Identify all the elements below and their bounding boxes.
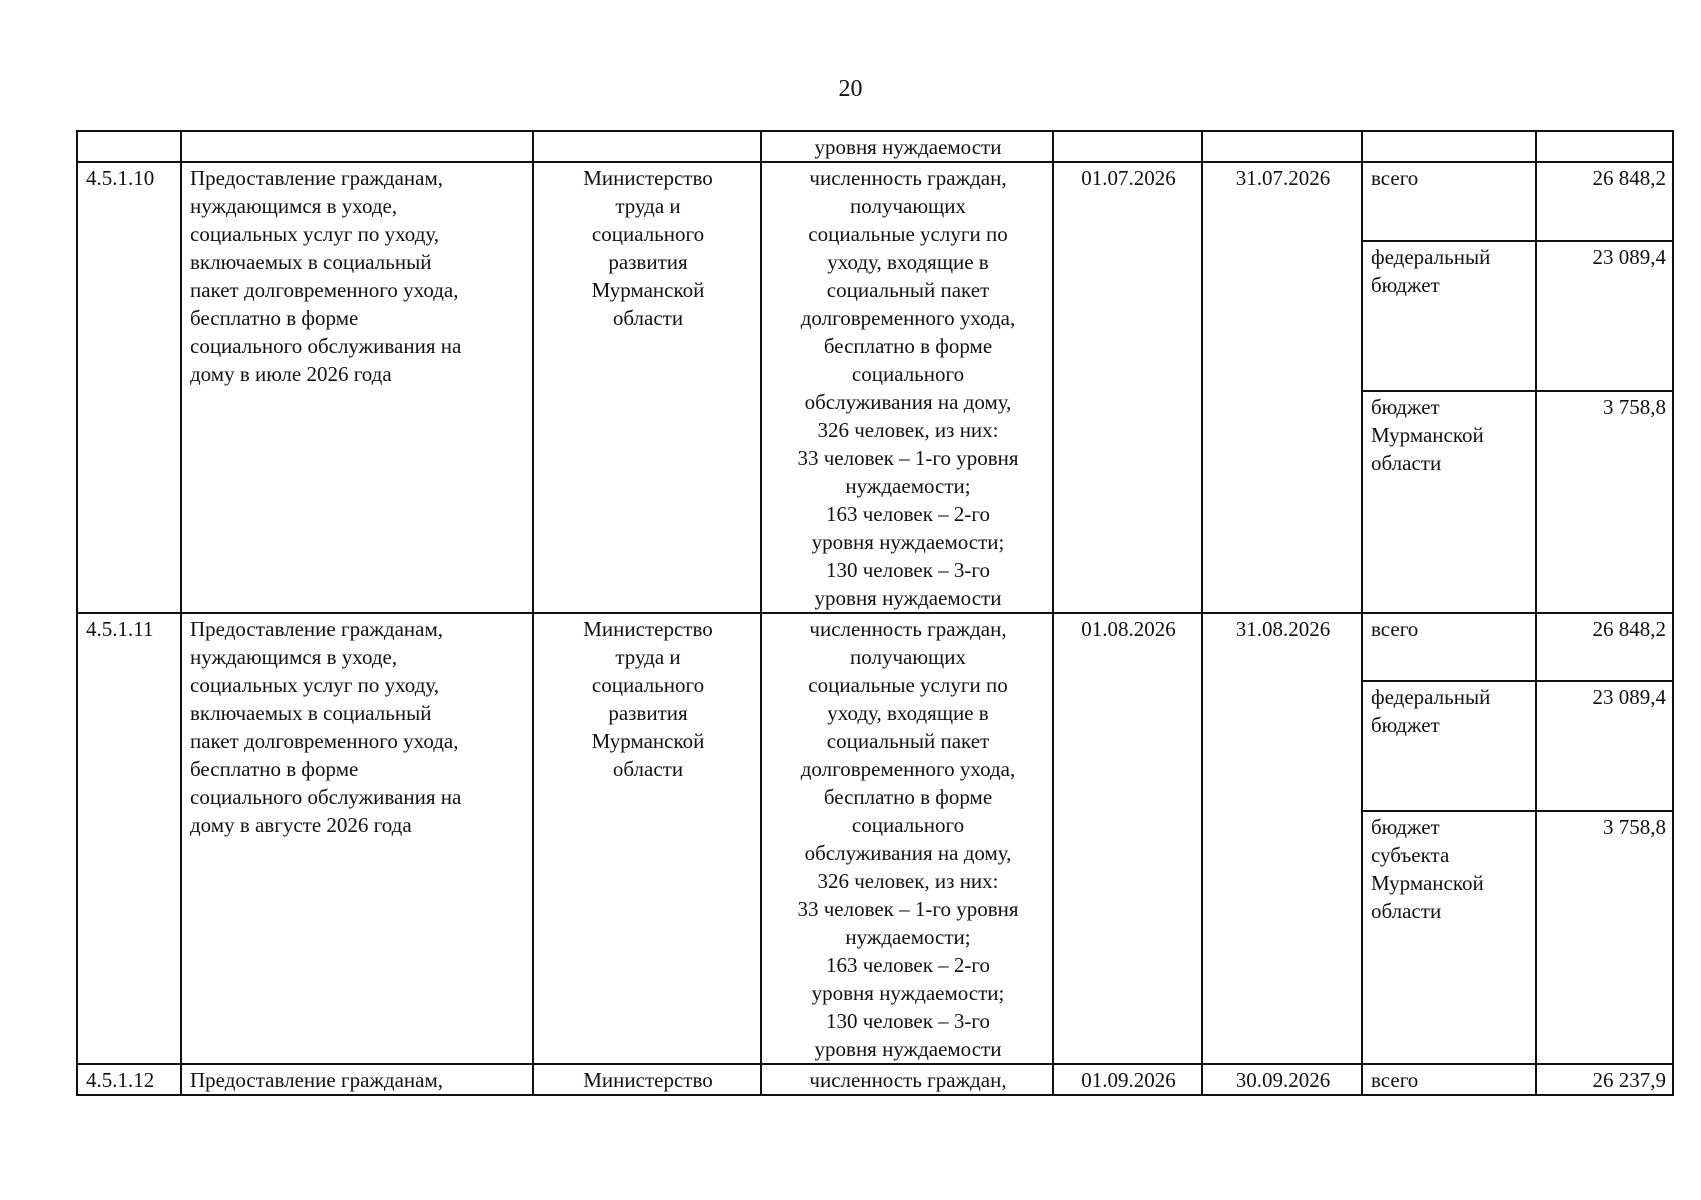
executor-line: социального	[591, 673, 705, 697]
funding-source	[1362, 681, 1536, 811]
row-number: 4.5.1.12	[77, 1064, 181, 1095]
result-line: уходу, входящие в	[827, 250, 989, 274]
funding-source-line: бюджет	[1371, 814, 1440, 839]
executor	[533, 162, 761, 613]
result-line: уходу, входящие в	[827, 701, 989, 725]
result-line: 326 человек, из них:	[817, 869, 999, 893]
result-line: бесплатно в форме	[823, 785, 993, 809]
activity-name	[181, 1064, 533, 1095]
result-line: 163 человек – 2-го	[825, 953, 990, 977]
result-line: обслуживания на дому,	[804, 841, 1012, 865]
funding-source	[1362, 1064, 1536, 1095]
activity-name-line: дому в августе 2026 года	[190, 813, 412, 837]
result	[761, 613, 1053, 1064]
funding-source-line: всего	[1371, 1068, 1419, 1092]
result-line: социального	[851, 813, 965, 837]
executor-line: труда и	[615, 645, 681, 669]
result-line: уровня нуждаемости	[814, 1037, 1002, 1061]
result	[761, 1064, 1053, 1095]
funding-amount: 26 237,9	[1536, 1064, 1673, 1095]
funding-amount: 23 089,4	[1536, 241, 1673, 391]
activity-name-line: пакет долговременного ухода,	[190, 278, 459, 302]
activity-name	[181, 162, 533, 613]
funding-source-line: бюджет	[1371, 713, 1440, 738]
activity-name-line: пакет долговременного ухода,	[190, 729, 459, 753]
result-line: численность граждан,	[809, 166, 1007, 190]
result-line: получающих	[850, 645, 966, 669]
funding-source-line: бюджет	[1371, 272, 1440, 297]
result-line: нуждаемости;	[845, 925, 971, 949]
funding-source-line: федеральный	[1371, 244, 1491, 269]
executor-line: Министерство	[583, 1068, 713, 1092]
result-line: нуждаемости;	[845, 474, 971, 498]
funding-source	[1362, 162, 1536, 241]
activity-name	[181, 613, 533, 1064]
row-number: 4.5.1.11	[77, 613, 181, 1064]
page-number: 20	[838, 76, 863, 102]
executor-line: Министерство	[583, 166, 713, 190]
result	[761, 162, 1053, 613]
result-line: 33 человек – 1-го уровня	[797, 446, 1019, 470]
funding-amount: 3 758,8	[1536, 811, 1673, 1064]
result-line: социальный пакет	[826, 278, 990, 302]
activity-name-line: нуждающимся в уходе,	[190, 645, 398, 669]
executor-line: Министерство	[583, 617, 713, 641]
end-date: 30.09.2026	[1202, 1064, 1362, 1095]
funding-amount: 23 089,4	[1536, 681, 1673, 811]
activity-name-line: Предоставление гражданам,	[190, 166, 444, 190]
activity-name-line: дому в июле 2026 года	[190, 362, 392, 386]
funding-source	[1362, 391, 1536, 613]
executor-line: развития	[608, 701, 688, 725]
funding-source-line: всего	[1371, 617, 1419, 641]
funding-source-line: всего	[1371, 166, 1419, 190]
table-row	[77, 613, 1673, 681]
result-line: бесплатно в форме	[823, 334, 993, 358]
result-line: 130 человек – 3-го	[825, 1009, 990, 1033]
funding-source-line: области	[1371, 451, 1442, 476]
funding-source-line: бюджет	[1371, 395, 1440, 420]
result-line: уровня нуждаемости	[814, 586, 1002, 610]
funding-source	[1362, 811, 1536, 1064]
result-line: социальный пакет	[826, 729, 990, 753]
activity-name-line: Предоставление гражданам,	[190, 617, 444, 641]
activity-name-line: бесплатно в форме	[190, 757, 359, 781]
funding-source-line: Мурманской	[1371, 870, 1484, 895]
executor-line: развития	[608, 250, 688, 274]
result-line: социальные услуги по	[808, 222, 1008, 246]
activity-name-line: социальных услуг по уходу,	[190, 222, 440, 246]
executor-line: труда и	[615, 194, 681, 218]
result-line: уровня нуждаемости;	[811, 981, 1005, 1005]
funding-amount: 26 848,2	[1536, 613, 1673, 681]
result-line: 326 человек, из них:	[817, 418, 999, 442]
result-line: долговременного ухода,	[800, 306, 1016, 330]
activity-name-line: включаемых в социальный	[190, 250, 432, 274]
funding-source-line: области	[1371, 898, 1442, 923]
executor-line: Мурманской	[591, 729, 705, 753]
result-line: получающих	[850, 194, 966, 218]
funding-source-line: субъекта	[1371, 842, 1450, 867]
executor	[533, 613, 761, 1064]
carry-over-row	[77, 131, 1673, 162]
funding-source	[1362, 241, 1536, 391]
activity-name-line: Предоставление гражданам,	[190, 1068, 444, 1092]
activities-table	[76, 130, 1674, 1096]
result-line: уровня нуждаемости;	[811, 530, 1005, 554]
executor-line: Мурманской	[591, 278, 705, 302]
activity-name-line: бесплатно в форме	[190, 306, 359, 330]
result-line: 163 человек – 2-го	[825, 502, 990, 526]
executor-line: области	[612, 306, 684, 330]
result-line: 33 человек – 1-го уровня	[797, 897, 1019, 921]
activity-name-line: включаемых в социальный	[190, 701, 432, 725]
funding-amount: 3 758,8	[1536, 391, 1673, 613]
activity-name-line: социального обслуживания на	[190, 785, 462, 809]
row-number: 4.5.1.10	[77, 162, 181, 613]
funding-source-line: Мурманской	[1371, 423, 1484, 448]
result-line: численность граждан,	[809, 617, 1007, 641]
table-row	[77, 1064, 1673, 1095]
result-tail: уровня нуждаемости	[761, 131, 1053, 162]
start-date: 01.08.2026	[1053, 613, 1202, 1064]
funding-source-line: федеральный	[1371, 685, 1491, 710]
end-date: 31.07.2026	[1202, 162, 1362, 613]
activity-name-line: нуждающимся в уходе,	[190, 194, 398, 218]
result-line: долговременного ухода,	[800, 757, 1016, 781]
start-date: 01.07.2026	[1053, 162, 1202, 613]
executor	[533, 1064, 761, 1095]
table-row	[77, 162, 1673, 241]
activity-name-line: социального обслуживания на	[190, 334, 462, 358]
funding-source	[1362, 613, 1536, 681]
executor-line: социального	[591, 222, 705, 246]
result-line: обслуживания на дому,	[804, 390, 1012, 414]
result-line: 130 человек – 3-го	[825, 558, 990, 582]
activity-name-line: социальных услуг по уходу,	[190, 673, 440, 697]
result-line: социальные услуги по	[808, 673, 1008, 697]
end-date: 31.08.2026	[1202, 613, 1362, 1064]
start-date: 01.09.2026	[1053, 1064, 1202, 1095]
executor-line: области	[612, 757, 684, 781]
result-line: численность граждан,	[809, 1068, 1007, 1092]
funding-amount: 26 848,2	[1536, 162, 1673, 241]
result-line: социального	[851, 362, 965, 386]
